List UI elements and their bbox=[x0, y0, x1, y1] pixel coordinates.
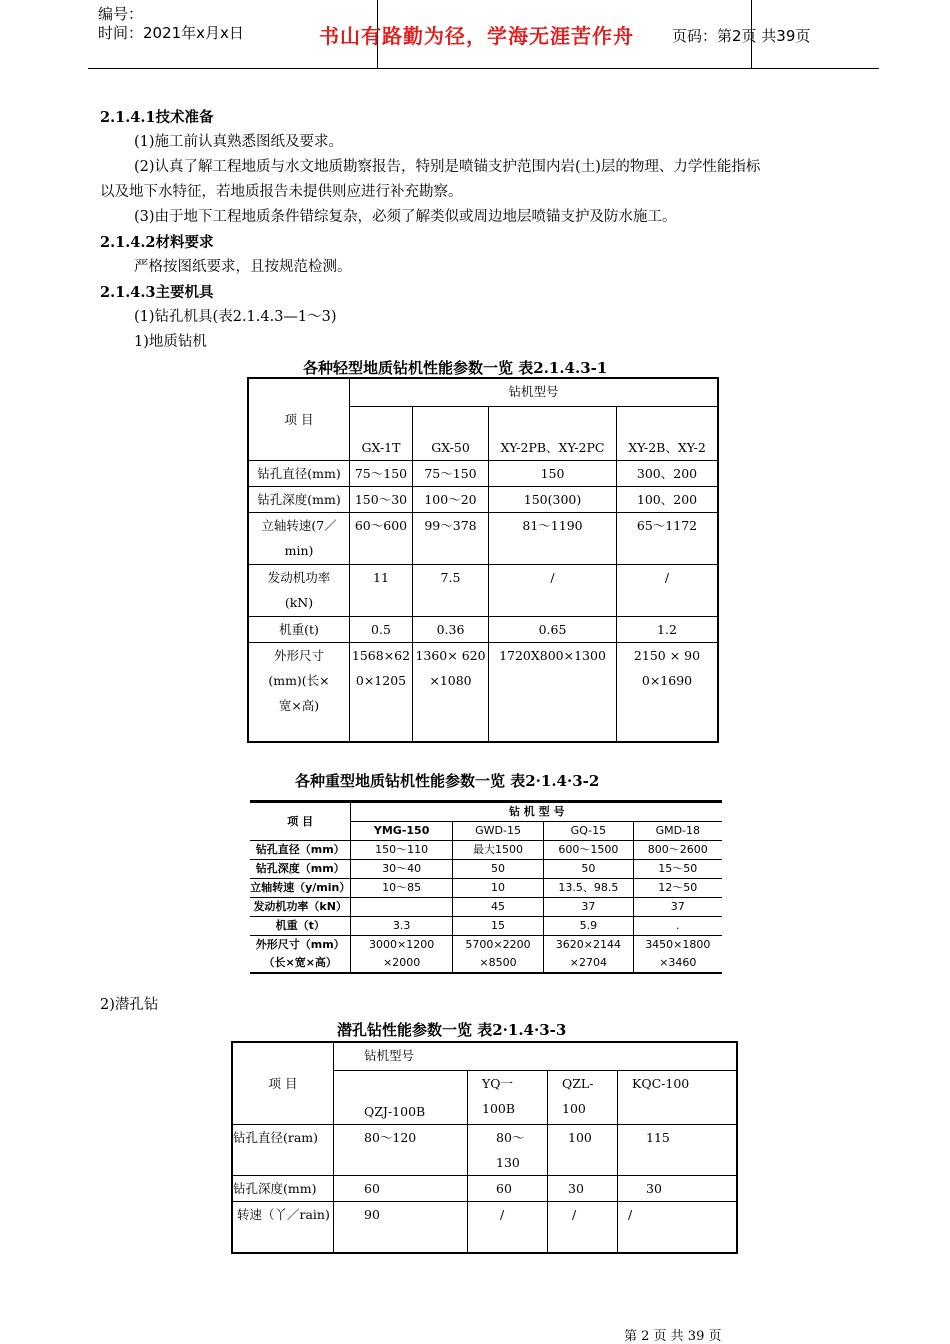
model-name: QZL-100 bbox=[548, 1070, 618, 1124]
cell: 15～50 bbox=[633, 860, 722, 879]
table-row bbox=[250, 936, 722, 955]
cell: 3450×1800 bbox=[633, 936, 722, 955]
cell: 65～1172 bbox=[617, 512, 719, 564]
row-label: （长×宽×高） bbox=[250, 954, 351, 973]
cell: 37 bbox=[633, 898, 722, 917]
header-motto: 书山有路勤为径，学海无涯苦作舟 bbox=[319, 24, 634, 48]
model-name: GWD-15 bbox=[452, 822, 543, 841]
cell: 最大1500 bbox=[452, 841, 543, 860]
cell: 15 bbox=[452, 917, 543, 936]
row-label: 立轴转速（y/min） bbox=[250, 879, 351, 898]
section-heading: 2.1.4.1技术准备 bbox=[100, 109, 214, 126]
cell: 5.9 bbox=[544, 917, 633, 936]
row-label: 转速（丫／rain) bbox=[232, 1201, 334, 1253]
paragraph: (1)施工前认真熟悉图纸及要求。 bbox=[134, 134, 344, 150]
cell: 7.5 bbox=[413, 564, 489, 616]
cell bbox=[351, 898, 452, 917]
paragraph: (2)认真了解工程地质与水文地质勘察报告，特别是喷锚支护范围内岩(土)层的物理、力学性能指标 bbox=[134, 159, 761, 175]
item-header: 项 目 bbox=[232, 1042, 334, 1124]
cell: 10 bbox=[452, 879, 543, 898]
model-name: KQC-100 bbox=[618, 1070, 738, 1124]
cell: 1720X800×1300 bbox=[489, 642, 617, 742]
cell: 800～2600 bbox=[633, 841, 722, 860]
paragraph: 1)地质钻机 bbox=[134, 334, 207, 350]
cell: 45 bbox=[452, 898, 543, 917]
model-header: 钻机型号 bbox=[350, 378, 719, 406]
cell: 80～120 bbox=[334, 1124, 468, 1175]
model-name: GX-1T bbox=[350, 406, 413, 460]
row-label: 外形尺寸(mm)(长×宽×高) bbox=[248, 642, 350, 742]
cell: 60～600 bbox=[350, 512, 413, 564]
cell: . bbox=[633, 917, 722, 936]
cell: ×2704 bbox=[544, 954, 633, 973]
section-heading: 2.1.4.3主要机具 bbox=[100, 284, 214, 301]
paragraph: 严格按图纸要求，且按规范检测。 bbox=[134, 259, 352, 275]
cell: 75～150 bbox=[350, 460, 413, 486]
cell: 3620×2144 bbox=[544, 936, 633, 955]
row-label: 立轴转速(7／min) bbox=[248, 512, 350, 564]
cell: 100、200 bbox=[617, 486, 719, 512]
table-row bbox=[250, 860, 722, 879]
cell: 100～20 bbox=[413, 486, 489, 512]
cell: 50 bbox=[544, 860, 633, 879]
cell: 10～85 bbox=[351, 879, 452, 898]
cell: 600～1500 bbox=[544, 841, 633, 860]
cell: 11 bbox=[350, 564, 413, 616]
cell: ×8500 bbox=[452, 954, 543, 973]
table-caption: 各种重型地质钻机性能参数一览 表2·1.4·3-2 bbox=[295, 772, 600, 790]
cell: 60 bbox=[334, 1175, 468, 1201]
row-label: 机重(t) bbox=[248, 616, 350, 642]
item-header: 项 目 bbox=[250, 802, 351, 841]
cell: 150～30 bbox=[350, 486, 413, 512]
cell: 3000×1200 bbox=[351, 936, 452, 955]
paragraph: 2)潜孔钻 bbox=[100, 997, 159, 1013]
cell: 60 bbox=[468, 1175, 548, 1201]
table-row bbox=[248, 512, 718, 564]
row-label: 钻孔深度（mm） bbox=[250, 860, 351, 879]
table-row bbox=[232, 1201, 737, 1253]
dth-drill-table bbox=[231, 1041, 738, 1254]
cell: 13.5、98.5 bbox=[544, 879, 633, 898]
model-name: GMD-18 bbox=[633, 822, 722, 841]
table-row bbox=[250, 898, 722, 917]
cell: 5700×2200 bbox=[452, 936, 543, 955]
table-row bbox=[248, 460, 718, 486]
cell: ×3460 bbox=[633, 954, 722, 973]
cell: 150～110 bbox=[351, 841, 452, 860]
row-label: 钻孔直径(mm) bbox=[248, 460, 350, 486]
cell: 1360× 620×1080 bbox=[413, 642, 489, 742]
cell: 30 bbox=[548, 1175, 618, 1201]
header-meta bbox=[98, 5, 244, 43]
heavy-drill-table bbox=[250, 800, 722, 974]
cell: 150(300) bbox=[489, 486, 617, 512]
cell: 50 bbox=[452, 860, 543, 879]
row-label: 发动机功率（kN） bbox=[250, 898, 351, 917]
model-name: YQ一100B bbox=[468, 1070, 548, 1124]
row-label: 钻孔直径(ram) bbox=[232, 1124, 334, 1175]
cell: 30～40 bbox=[351, 860, 452, 879]
time-label: 时间：2021年x月x日 bbox=[98, 24, 244, 42]
table-row bbox=[248, 486, 718, 512]
cell: 37 bbox=[544, 898, 633, 917]
table-row bbox=[250, 954, 722, 973]
table-row bbox=[250, 917, 722, 936]
row-label: 外形尺寸（mm） bbox=[255, 938, 345, 951]
table-caption: 潜孔钻性能参数一览 表2·1.4·3-3 bbox=[337, 1021, 567, 1039]
table-row bbox=[248, 564, 718, 616]
row-label: 发动机功率(kN) bbox=[248, 564, 350, 616]
table-row bbox=[232, 1175, 737, 1201]
model-name: QZJ-100B bbox=[334, 1070, 468, 1124]
row-label: 钻孔深度(mm) bbox=[248, 486, 350, 512]
cell: 30 bbox=[618, 1175, 738, 1201]
paragraph: (1)钻孔机具(表2.1.4.3—1～3) bbox=[134, 309, 337, 325]
item-header: 项 目 bbox=[248, 378, 350, 460]
cell: 3.3 bbox=[351, 917, 452, 936]
cell: / bbox=[489, 564, 617, 616]
table-row bbox=[248, 616, 718, 642]
cell: 0.5 bbox=[350, 616, 413, 642]
cell: 1568×620×1205 bbox=[350, 642, 413, 742]
cell: / bbox=[617, 564, 719, 616]
cell: 0.36 bbox=[413, 616, 489, 642]
model-name: GX-50 bbox=[413, 406, 489, 460]
model-name: YMG-150 bbox=[351, 822, 452, 841]
serial-label: 编号： bbox=[98, 5, 144, 23]
paragraph: 以及地下水特征，若地质报告未提供则应进行补充勘察。 bbox=[100, 184, 463, 200]
page-footer: 第 2 页 共 39 页 bbox=[624, 1329, 722, 1344]
row-label: 钻孔深度(mm) bbox=[232, 1175, 334, 1201]
cell: 2150 × 900×1690 bbox=[617, 642, 719, 742]
light-drill-table bbox=[247, 377, 719, 743]
model-name: XY-2PB、XY-2PC bbox=[489, 406, 617, 460]
cell: / bbox=[548, 1201, 618, 1253]
table-row bbox=[250, 841, 722, 860]
cell: 1.2 bbox=[617, 616, 719, 642]
cell: 81～1190 bbox=[489, 512, 617, 564]
row-label: 机重（t） bbox=[250, 917, 351, 936]
section-heading: 2.1.4.2材料要求 bbox=[100, 234, 214, 251]
cell: 300、200 bbox=[617, 460, 719, 486]
cell: / bbox=[618, 1201, 738, 1253]
table-row bbox=[232, 1124, 737, 1175]
cell: 12～50 bbox=[633, 879, 722, 898]
cell: ×2000 bbox=[351, 954, 452, 973]
model-name: GQ-15 bbox=[544, 822, 633, 841]
paragraph: (3)由于地下工程地质条件错综复杂，必须了解类似或周边地层喷锚支护及防水施工。 bbox=[134, 209, 677, 225]
model-header: 钻机型号 bbox=[334, 1042, 738, 1070]
cell: 99～378 bbox=[413, 512, 489, 564]
cell: 0.65 bbox=[489, 616, 617, 642]
table-caption: 各种轻型地质钻机性能参数一览 表2.1.4.3-1 bbox=[303, 359, 608, 377]
cell: 150 bbox=[489, 460, 617, 486]
model-name: XY-2B、XY-2 bbox=[617, 406, 719, 460]
cell: 75～150 bbox=[413, 460, 489, 486]
cell: 90 bbox=[334, 1201, 468, 1253]
cell: 80～130 bbox=[468, 1124, 548, 1175]
cell: / bbox=[468, 1201, 548, 1253]
header-page-number: 页码：第2页 共39页 bbox=[672, 27, 811, 45]
cell: 115 bbox=[618, 1124, 738, 1175]
table-row bbox=[248, 642, 718, 742]
model-header: 钻 机 型 号 bbox=[351, 802, 722, 822]
row-label: 钻孔直径（mm） bbox=[250, 841, 351, 860]
table-row bbox=[250, 879, 722, 898]
cell: 100 bbox=[548, 1124, 618, 1175]
